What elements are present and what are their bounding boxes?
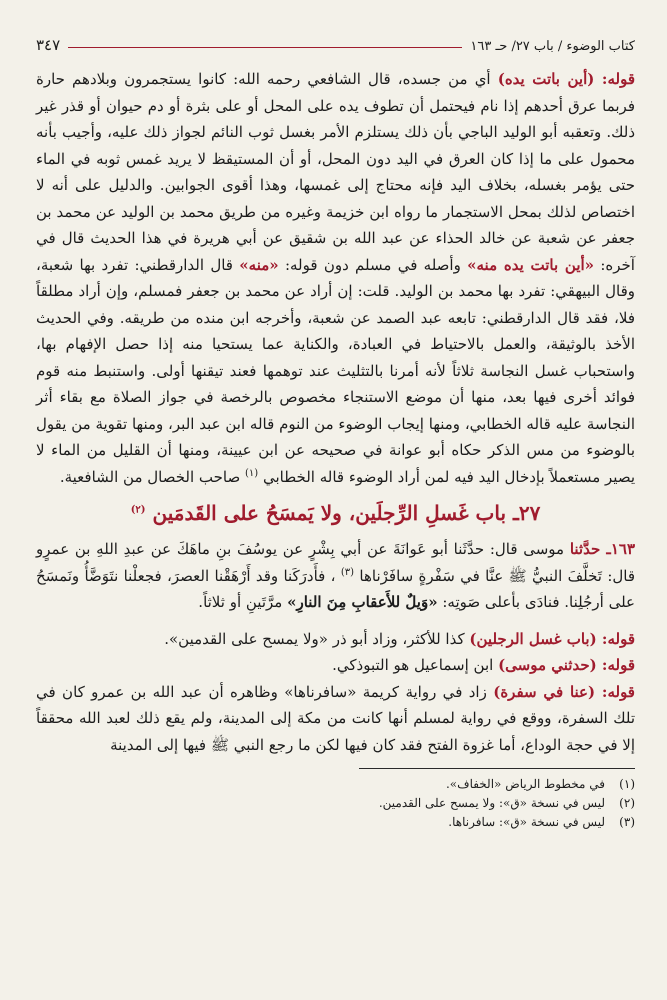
header-rule [68, 47, 462, 48]
footnote-reference: (٢) [130, 504, 146, 516]
footnote-text: ليس في نسخة «ق»: سافرناها. [448, 815, 605, 829]
footnote-reference: (١) [245, 467, 259, 479]
hadith-number: ١٦٣ـ حدَّثنا [569, 540, 635, 558]
footnotes [36, 775, 635, 832]
hadith-text [36, 536, 635, 616]
commentary-paragraph [36, 66, 635, 490]
commentary-text: قال الدارقطني: تفرد بها شعبة، وقال البيهقي: تفرد بها محمد بن الوليد. قلت: إن أراد عن محمد بن جعفر فمسلم، وإن أراد مطلقاً فلا، فقد قال الدارقطني: تابعه عبد الصمد عن شعبة، وأخرجه ابن منده من طريقه. وفي الحديث الأخذ بالوثيقة، والعمل بالاحتياط في العبادة، والكناية عما يستحيا منه إذا حصل الإفهام بها، واستحباب غسل النجاسة ثلاثاً لأنه أمرنا بالتثليث عند توهمها فعند تيقنها أولى. واستنبط منه قوم فوائد أخرى فيها بعد، منها أن موضع الاستنجاء مخصوص بالرخصة في جواز الصلاة مع بقاء أثر النجاسة عليه قاله الخطابي، ومنها إيجاب الوضوء من النوم قاله ابن عبد البر، ومنها تقوية من يقول بالوضوء من مس الذكر حكاه أبو عوانة في صحيحه عن ابن عيينة، ومنها أن القليل من الماء لا يصير مستعملاً بإدخال اليد فيه لمن أراد الوضوء قاله الخطابي [36, 255, 635, 486]
footnote [36, 813, 635, 832]
commentary-label: قوله: (حدثني موسى) [498, 656, 635, 674]
commentary-label: قوله: (أين باتت يده) [497, 70, 635, 88]
commentary-text: صاحب الخصال من الشافعية. [59, 467, 241, 486]
hadith-ending: مرَّتَينِ أو ثلاثاً. [198, 593, 283, 611]
hadith-body: ، فأَدرَكَنا وقد أَرْهَقْنا العصرَ، فجعلْنا نتَوَضَّأُ ونَمسَحُ على أرجُلِنا. فنادَى بأعلى صَوتِه: [36, 566, 635, 611]
commentary-paragraph [36, 626, 635, 653]
commentary-section [36, 626, 635, 759]
quoted-phrase: «أين باتت يده منه» [467, 255, 595, 274]
hadith-quote: «وَيلٌ للأَعقابِ مِنَ النارِ» [287, 593, 438, 611]
commentary-paragraph [36, 679, 635, 759]
footnote [36, 794, 635, 813]
commentary-text: ابن إسماعيل هو التبوذكي. [332, 656, 494, 674]
running-header [36, 30, 635, 54]
commentary-text: أي من جسده، قال الشافعي رحمه الله: كانوا يستجمرون وبلادهم حارة فربما عرق أحدهم إذا نام فيحتمل أن تطوف يده على المحل أو على بثرة أو دم حيوان أو قذر غير ذلك. وتعقبه أبو الوليد الباجي بأن ذلك يستلزم الأمر بغسل ثوب النائم لجواز ذلك عليه، وأجيب بأنه محمول على ما إذا كان العرق في اليد دون المحل، أو أن المستيقظ لا يريد غمس ثوبه في الماء حتى يؤمر بغسله، بخلاف اليد فإنه محتاج إلى غمسها، وهذا أقوى الجوابين. والدليل على أنه لا اختصاص لذلك بمحل الاستجمار ما رواه ابن خزيمة وغيره من طريق محمد بن الوليد عن محمد بن جعفر عن شعبة عن خالد الحذاء عن عبد الله بن شقيق عن أبي هريرة في هذا الحديث قال في آخره: [36, 70, 635, 274]
commentary-text: وأصله في مسلم دون قوله: [284, 255, 461, 274]
footnote-text: ليس في نسخة «ق»: ولا يمسح على القدمين. [378, 796, 605, 810]
commentary-text: كذا للأكثر، وزاد أبو ذر «ولا يمسح على القدمين». [164, 629, 465, 648]
commentary-label: قوله: (باب غسل الرجلين) [469, 629, 635, 648]
footnote-number: (٣) [619, 815, 635, 829]
commentary-paragraph [36, 652, 635, 679]
hadith-chain: موسى قال: حدَّثَنا أبو عَوانَةَ عن أبي بِشْرٍ عن يوسُفَ بنِ ماهَكَ عن عبدِ اللهِ بن عمرٍو قال: تَخلَّفَ النبيُّ ﷺ عنَّا في سَفْرةٍ سافَرْناها [36, 540, 636, 585]
footnote-number: (٢) [619, 796, 635, 810]
footnote-separator [359, 768, 635, 769]
commentary-label: قوله: (عنا في سفرة) [493, 682, 635, 701]
page-number: ٣٤٧ [36, 36, 61, 54]
footnote-reference: (٣) [340, 566, 355, 578]
page-body [36, 66, 635, 832]
chapter-title: ٢٧ـ باب غَسلِ الرِّجلَين، ولا يَمسَحُ على القَدمَين [152, 501, 541, 525]
footnote-text: في مخطوط الرياض «الخفاف». [445, 777, 605, 791]
footnote [36, 775, 635, 794]
commentary-text: زاد في رواية كريمة «سافرناها» وظاهره أن عبد الله بن عمرو كان في تلك السفرة، ووقع في رواية لمسلم أنها كانت من مكة إلى المدينة، ولم يقع ذلك لعبد الله محققاً إلا في حجة الوداع، أما غزوة الفتح فقد كان فيها لكن ما رجع النبي ﷺ فيها إلى المدينة [36, 682, 635, 754]
chapter-heading [36, 498, 635, 528]
header-title: كتاب الوضوء / باب ٢٧/ حـ ١٦٣ [470, 39, 635, 54]
footnote-number: (١) [619, 777, 635, 791]
quoted-word: «منه» [239, 255, 279, 274]
